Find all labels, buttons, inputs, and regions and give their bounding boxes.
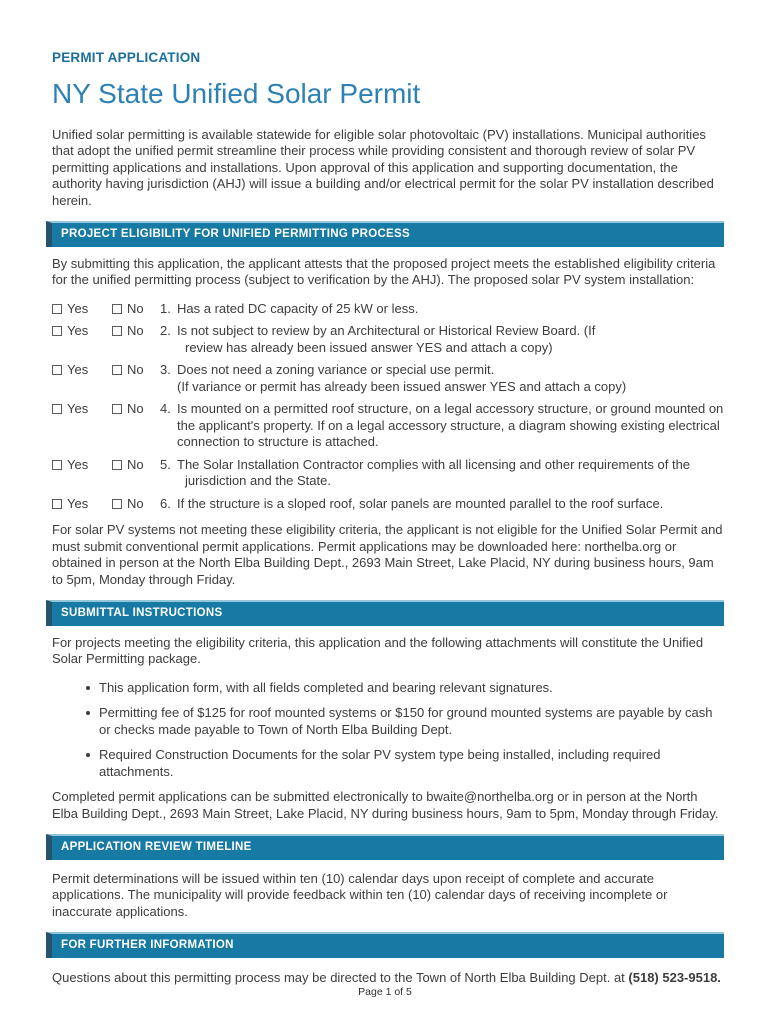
eligibility-item-1 bbox=[52, 301, 724, 318]
phone-number: (518) 523-9518. bbox=[628, 969, 721, 985]
no-label: No bbox=[127, 362, 144, 377]
yes-label: Yes bbox=[67, 401, 89, 416]
no-checkbox[interactable] bbox=[112, 404, 122, 414]
yes-option bbox=[52, 362, 112, 379]
yes-option bbox=[52, 496, 112, 513]
yes-checkbox[interactable] bbox=[52, 365, 62, 375]
no-label: No bbox=[127, 323, 144, 338]
section-heading-submittal: SUBMITTAL INSTRUCTIONS bbox=[46, 600, 724, 626]
submittal-bullet-3: Required Construction Documents for the solar PV system type being installed, including required attachments. bbox=[46, 747, 724, 780]
no-label: No bbox=[127, 300, 144, 316]
item-line: (If variance or permit has already been issued answer YES and attach a copy) bbox=[177, 378, 627, 394]
yes-label: Yes bbox=[67, 300, 89, 316]
eligibility-item-3 bbox=[52, 362, 724, 395]
item-number: 1. bbox=[160, 300, 171, 316]
no-option bbox=[112, 401, 160, 418]
submittal-intro: For projects meeting the eligibility criteria, this application and the following attachments will constitute the Unified Solar Permitting package. bbox=[52, 634, 704, 666]
yes-option bbox=[52, 401, 112, 418]
item-number: 6. bbox=[160, 495, 171, 511]
eligibility-item-6 bbox=[52, 496, 724, 513]
document-kicker: PERMIT APPLICATION bbox=[52, 50, 201, 65]
yes-checkbox[interactable] bbox=[52, 326, 62, 336]
eligibility-item-2 bbox=[52, 323, 724, 356]
eligibility-item-4 bbox=[52, 401, 724, 451]
no-option bbox=[112, 496, 160, 513]
timeline-body: Permit determinations will be issued within ten (10) calendar days upon receipt of complete and accurate applications. The municipality will provide feedback within ten (10) calendar days of receiving incomplete or inaccurate applications. bbox=[52, 870, 668, 919]
submittal-bullet-2: Permitting fee of $125 for roof mounted systems or $150 for ground mounted systems are payable by cash or checks made payable to Town of North Elba Building Dept. bbox=[46, 705, 724, 738]
no-checkbox[interactable] bbox=[112, 304, 122, 314]
no-label: No bbox=[127, 401, 144, 416]
eligibility-intro: By submitting this application, the applicant attests that the proposed project meets the established eligibility criteria for the unified permitting process (subject to verification by the AHJ). The proposed solar PV system installation: bbox=[52, 255, 716, 287]
item-line: The Solar Installation Contractor complies with all licensing and other requirements of the bbox=[177, 456, 691, 472]
further-info-text: Questions about this permitting process may be directed to the Town of North Elba Building Dept. at bbox=[52, 969, 629, 985]
item-number: 3. bbox=[160, 362, 171, 377]
section-heading-further-info: FOR FURTHER INFORMATION bbox=[46, 932, 724, 958]
no-label: No bbox=[127, 456, 144, 472]
submittal-bullet-1: This application form, with all fields completed and bearing relevant signatures. bbox=[46, 680, 724, 697]
yes-label: Yes bbox=[67, 362, 89, 377]
yes-option bbox=[52, 457, 112, 474]
no-checkbox[interactable] bbox=[112, 365, 122, 375]
item-number: 2. bbox=[160, 323, 171, 338]
item-line: connection to structure is attached. bbox=[177, 434, 379, 449]
no-option bbox=[112, 323, 160, 340]
item-line: If the structure is a sloped roof, solar panels are mounted parallel to the roof surface. bbox=[177, 495, 664, 511]
no-option bbox=[112, 362, 160, 379]
page-title: NY State Unified Solar Permit bbox=[52, 77, 421, 109]
no-option bbox=[112, 457, 160, 474]
item-line: Does not need a zoning variance or special use permit. bbox=[177, 362, 495, 377]
no-label: No bbox=[127, 495, 144, 511]
item-number: 5. bbox=[160, 456, 171, 472]
page-number: Page 1 of 5 bbox=[358, 986, 412, 998]
section-heading-eligibility: PROJECT ELIGIBILITY FOR UNIFIED PERMITTING PROCESS bbox=[46, 221, 724, 247]
item-line: review has already been issued answer YES and attach a copy) bbox=[185, 339, 553, 355]
yes-label: Yes bbox=[67, 456, 89, 472]
further-info-body bbox=[52, 970, 724, 987]
section-heading-timeline: APPLICATION REVIEW TIMELINE bbox=[46, 834, 724, 860]
no-checkbox[interactable] bbox=[112, 460, 122, 470]
item-line: Has a rated DC capacity of 25 kW or less. bbox=[177, 300, 419, 316]
no-option bbox=[112, 301, 160, 318]
item-line: jurisdiction and the State. bbox=[185, 473, 331, 488]
yes-option bbox=[52, 301, 112, 318]
yes-checkbox[interactable] bbox=[52, 404, 62, 414]
yes-checkbox[interactable] bbox=[52, 460, 62, 470]
eligibility-item-5 bbox=[52, 457, 724, 490]
yes-checkbox[interactable] bbox=[52, 304, 62, 314]
intro-paragraph: Unified solar permitting is available statewide for eligible solar photovoltaic (PV) installations. Municipal authorities that adopt the unified permit streamline their process while providing consistent and thorough review of solar PV permitting applications and installations. Upon approval of this application and supporting documentation, the authority having jurisdiction (AHJ) will issue a building and/or electrical permit for the solar PV installation described herein. bbox=[52, 126, 714, 208]
item-line: Is mounted on a permitted roof structure, on a legal accessory structure, or ground mounted on bbox=[177, 401, 724, 416]
no-checkbox[interactable] bbox=[112, 326, 122, 336]
submittal-outro: Completed permit applications can be submitted electronically to bwaite@northelba.org or in person at the North Elba Building Dept., 2693 Main Street, Lake Placid, NY during business hours, 9am to 5pm, Monday through Friday. bbox=[52, 789, 719, 821]
item-line: the applicant's property. If on a legal accessory structure, a diagram showing existing electrical bbox=[177, 417, 720, 433]
yes-checkbox[interactable] bbox=[52, 499, 62, 509]
item-line: Is not subject to review by an Architectural or Historical Review Board. (If bbox=[177, 323, 596, 338]
yes-label: Yes bbox=[67, 323, 89, 338]
yes-label: Yes bbox=[67, 495, 89, 511]
yes-option bbox=[52, 323, 112, 340]
eligibility-outro: For solar PV systems not meeting these eligibility criteria, the applicant is not eligible for the Unified Solar Permit and must submit conventional permit applications. Permit applications may be downloaded here: northelba.org or obtained in person at the North Elba Building Dept., 2693 Main Street, Lake Placid, NY during business hours, 9am to 5pm, Monday through Friday. bbox=[52, 522, 723, 587]
no-checkbox[interactable] bbox=[112, 499, 122, 509]
item-number: 4. bbox=[160, 401, 171, 416]
